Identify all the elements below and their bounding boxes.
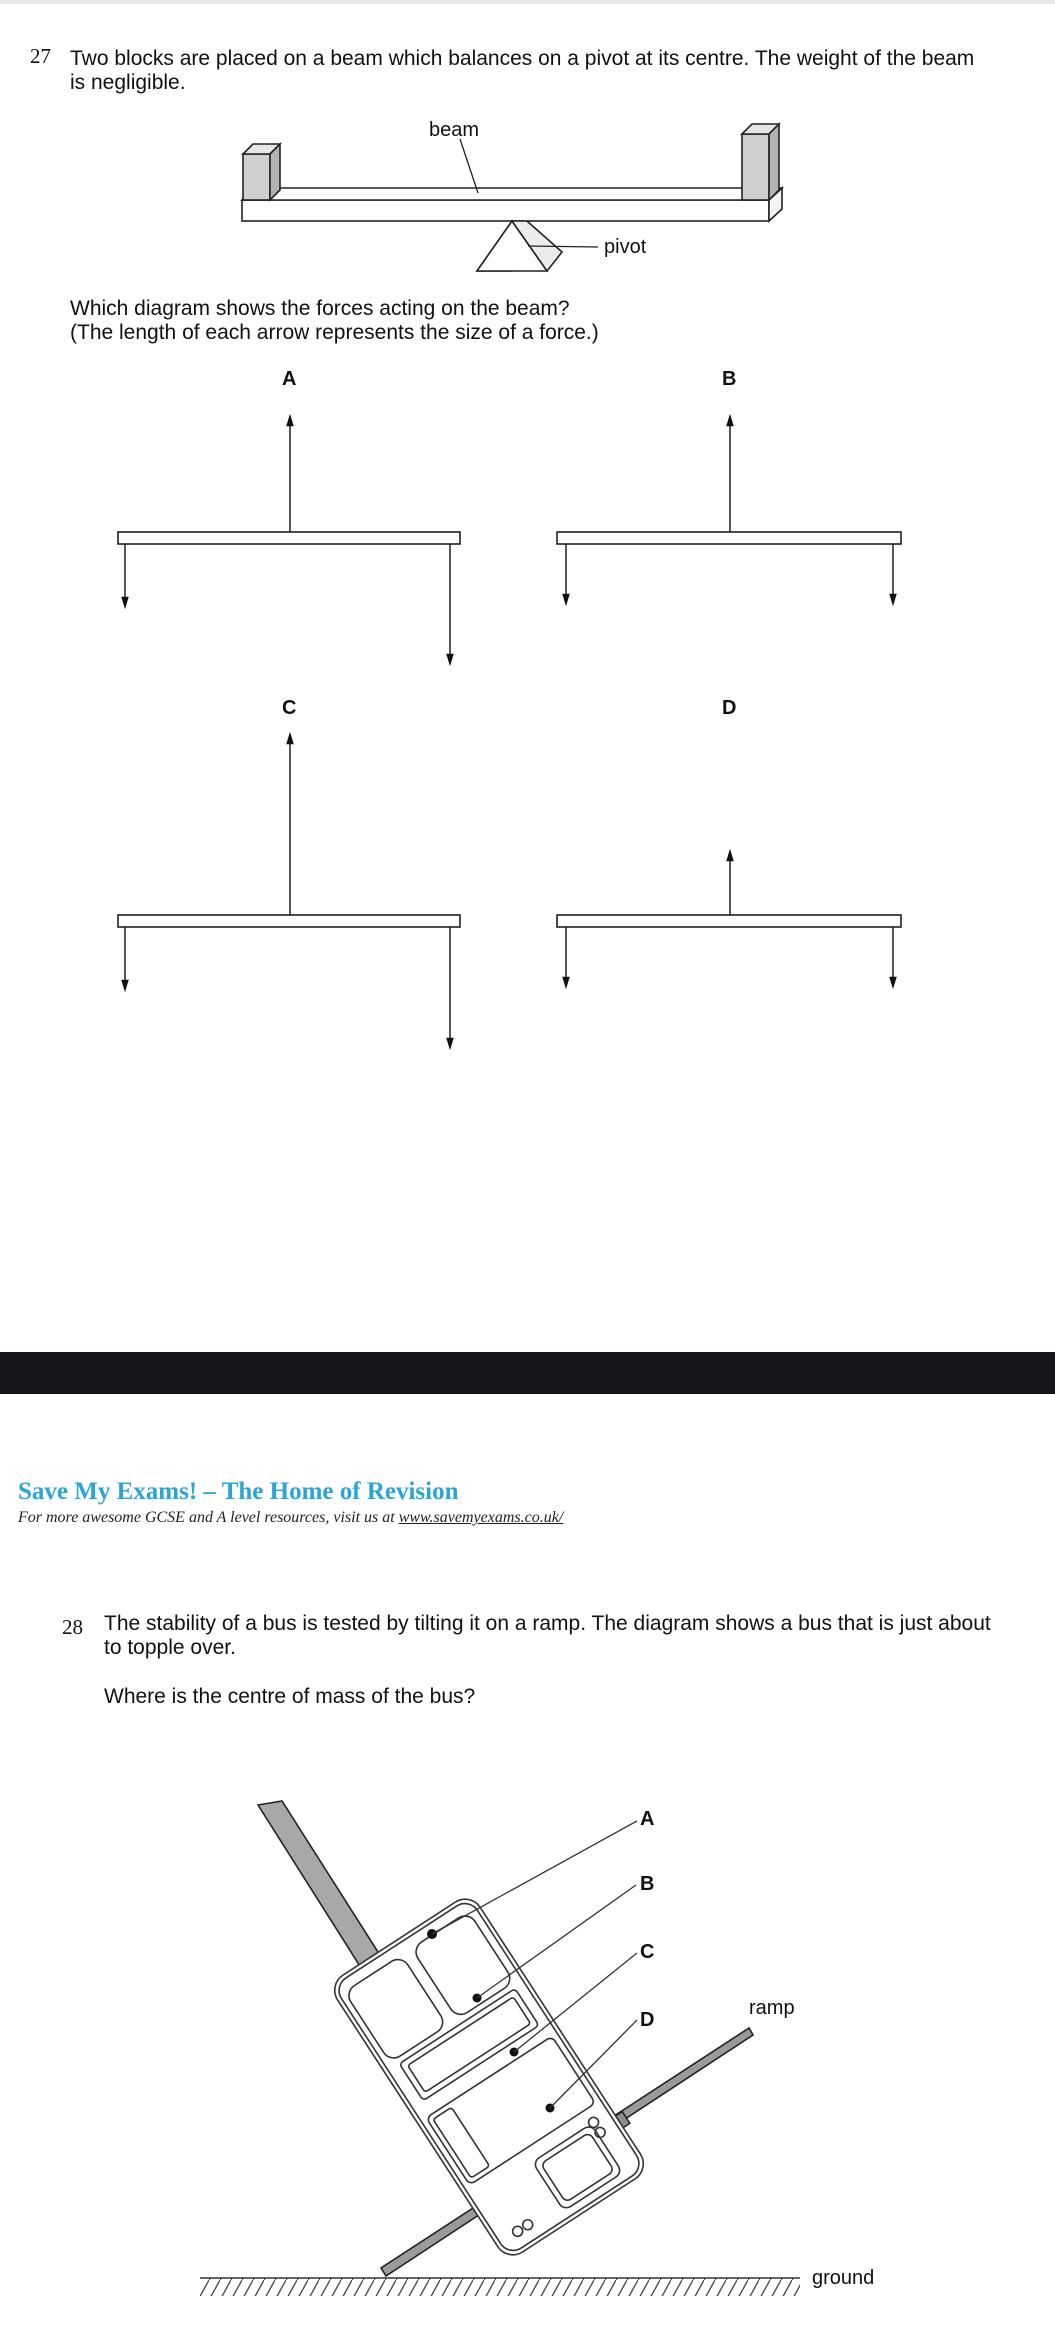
page-break-band — [0, 1352, 1055, 1394]
question-27-text-line2: is negligible. — [70, 71, 186, 94]
ramp-label: ramp — [749, 1997, 795, 2019]
option-d-diagram[interactable] — [557, 855, 901, 983]
question-27-prompt-line2: (The length of each arrow represents the size of a force.) — [70, 321, 599, 344]
option-b-beam — [557, 532, 901, 544]
force-diagrams-ab — [0, 400, 1055, 680]
question-28-number: 28 — [62, 1615, 83, 1639]
brand-tagline: For more awesome GCSE and A level resources, visit us at — [18, 1509, 395, 1526]
option-d-beam — [557, 915, 901, 927]
option-d-label: D — [722, 697, 737, 719]
option-b-label: B — [722, 368, 737, 390]
brand-website-link[interactable]: www.savemyexams.co.uk/ — [398, 1509, 564, 1526]
left-block — [243, 144, 280, 200]
beam-plank — [242, 188, 782, 221]
brand-tagline-row — [18, 1509, 563, 1527]
pivot-label: pivot — [604, 236, 647, 258]
force-diagrams-cd — [0, 728, 1055, 1058]
beam-setup-figure — [0, 110, 1055, 285]
option-a-diagram[interactable] — [118, 420, 460, 660]
beam-leader-line — [460, 139, 478, 193]
bus-label-a: A — [640, 1808, 655, 1830]
brand-title: Save My Exams! – The Home of Revision — [18, 1478, 459, 1505]
leader-a — [432, 1821, 637, 1934]
question-28-text-line2: to topple over. — [104, 1636, 236, 1659]
option-c-label: C — [282, 697, 297, 719]
option-b-diagram[interactable] — [557, 420, 901, 600]
option-a-beam — [118, 532, 460, 544]
bus-label-d: D — [640, 2009, 655, 2031]
ground — [200, 2278, 800, 2296]
option-a-label: A — [282, 368, 297, 390]
question-27-number: 27 — [30, 44, 51, 68]
question-28-prompt: Where is the centre of mass of the bus? — [104, 1685, 476, 1708]
beam-label: beam — [429, 119, 480, 141]
option-c-diagram[interactable] — [118, 738, 460, 1044]
bus-label-c: C — [640, 1941, 655, 1963]
page-top-border — [0, 0, 1055, 4]
question-28-text-line1: The stability of a bus is tested by tilting it on a ramp. The diagram shows a bus that is just about — [104, 1612, 991, 1635]
question-27-prompt-line1: Which diagram shows the forces acting on the beam? — [70, 297, 570, 320]
question-27-text-line1: Two blocks are placed on a beam which balances on a pivot at its centre. The weight of the beam — [70, 47, 975, 70]
bus-ramp-figure — [0, 1800, 1055, 2320]
bus-label-b: B — [640, 1873, 655, 1895]
ground-label: ground — [812, 2267, 875, 2289]
option-c-beam — [118, 915, 460, 927]
right-block — [742, 124, 779, 200]
